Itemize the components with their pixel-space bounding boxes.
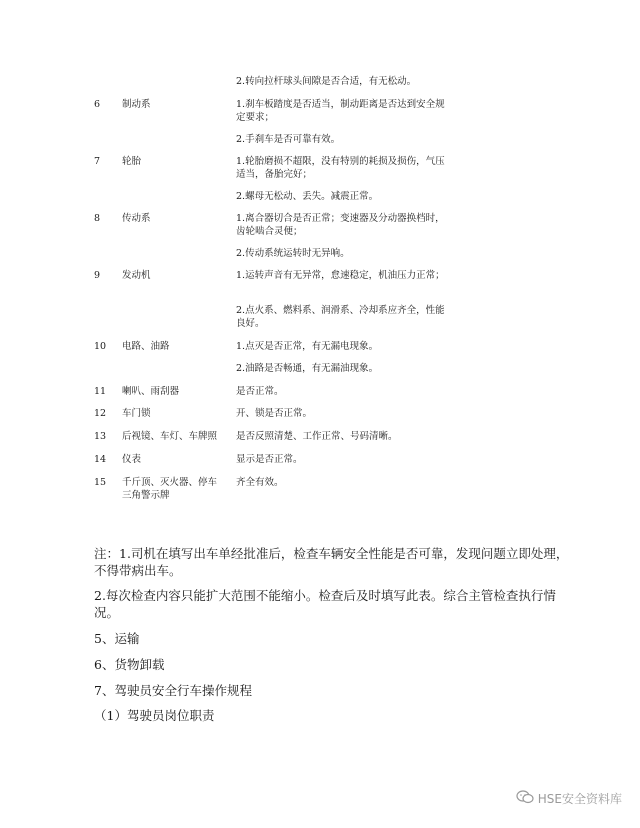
inspection-item: 仪表 bbox=[122, 454, 142, 465]
requirement-text: 2.点火系、燃料系、润滑系、冷却系应齐全，性能良好。 bbox=[236, 305, 445, 329]
row-number: 15 bbox=[94, 477, 107, 488]
subsection-heading: （1）驾驶员岗位职责 bbox=[94, 708, 215, 723]
inspection-item: 轮胎 bbox=[122, 156, 142, 167]
requirement-text: 齐全有效。 bbox=[236, 477, 284, 488]
row-number: 13 bbox=[94, 431, 107, 442]
row-number: 8 bbox=[94, 213, 101, 224]
note-paragraph: 2.每次检查内容只能扩大范围不能缩小。检查后及时填写此表。综合主管检查执行情况。 bbox=[94, 588, 556, 620]
section-heading: 5、运输 bbox=[94, 631, 140, 646]
requirement-text: 是否反照清楚、工作正常、号码清晰。 bbox=[236, 431, 398, 442]
requirement-text: 2.传动系统运转时无异响。 bbox=[236, 248, 350, 259]
requirement-text: 2.转向拉杆球头间隙是否合适，有无松动。 bbox=[236, 76, 417, 87]
requirement-text: 是否正常。 bbox=[236, 386, 284, 397]
inspection-item: 传动系 bbox=[122, 213, 151, 224]
note-paragraph: 注：1.司机在填写出车单经批准后，检查车辆安全性能是否可靠，发现问题立即处理，不得带病出车。 bbox=[94, 546, 569, 578]
requirement-text: 1.离合器切合是否正常；变速器及分动器换档时，齿轮啮合灵便； bbox=[236, 213, 445, 237]
inspection-item: 车门锁 bbox=[122, 408, 151, 419]
row-number: 7 bbox=[94, 156, 101, 167]
requirement-text: 1.点灭是否正常，有无漏电现象。 bbox=[236, 341, 379, 352]
row-number: 9 bbox=[94, 270, 101, 281]
section-heading: 6、货物卸载 bbox=[94, 657, 165, 672]
inspection-item: 千斤顶、灭火器、停车三角警示牌 bbox=[122, 477, 218, 501]
requirement-text: 2.螺母无松动、丢失。减震正常。 bbox=[236, 191, 379, 202]
wechat-icon bbox=[516, 790, 534, 807]
requirement-text: 显示是否正常。 bbox=[236, 454, 303, 465]
requirement-text: 2.油路是否畅通，有无漏油现象。 bbox=[236, 363, 379, 374]
inspection-item: 电路、油路 bbox=[122, 341, 170, 352]
row-number: 11 bbox=[94, 386, 107, 397]
inspection-item: 发动机 bbox=[122, 270, 151, 281]
requirement-text: 1.轮胎磨损不超限，没有特别的耗损及损伤，气压适当，备胎完好； bbox=[236, 156, 445, 180]
inspection-item: 喇叭、雨刮器 bbox=[122, 386, 180, 397]
requirement-text: 1.运转声音有无异常，怠速稳定，机油压力正常； bbox=[236, 270, 445, 281]
requirement-text: 开、锁是否正常。 bbox=[236, 408, 313, 419]
row-number: 12 bbox=[94, 408, 107, 419]
row-number: 14 bbox=[94, 454, 107, 465]
watermark-text: HSE安全资料库 bbox=[537, 792, 622, 806]
inspection-item: 后视镜、车灯、车牌照 bbox=[122, 431, 218, 442]
section-heading: 7、驾驶员安全行车操作规程 bbox=[94, 683, 252, 698]
requirement-text: 1.刹车板踏度是否适当，制动距离是否达到安全规定要求； bbox=[236, 99, 445, 123]
watermark bbox=[516, 790, 622, 807]
row-number: 6 bbox=[94, 99, 101, 110]
inspection-item: 制动系 bbox=[122, 99, 151, 110]
row-number: 10 bbox=[94, 341, 107, 352]
requirement-text: 2.手刹车是否可靠有效。 bbox=[236, 134, 341, 145]
